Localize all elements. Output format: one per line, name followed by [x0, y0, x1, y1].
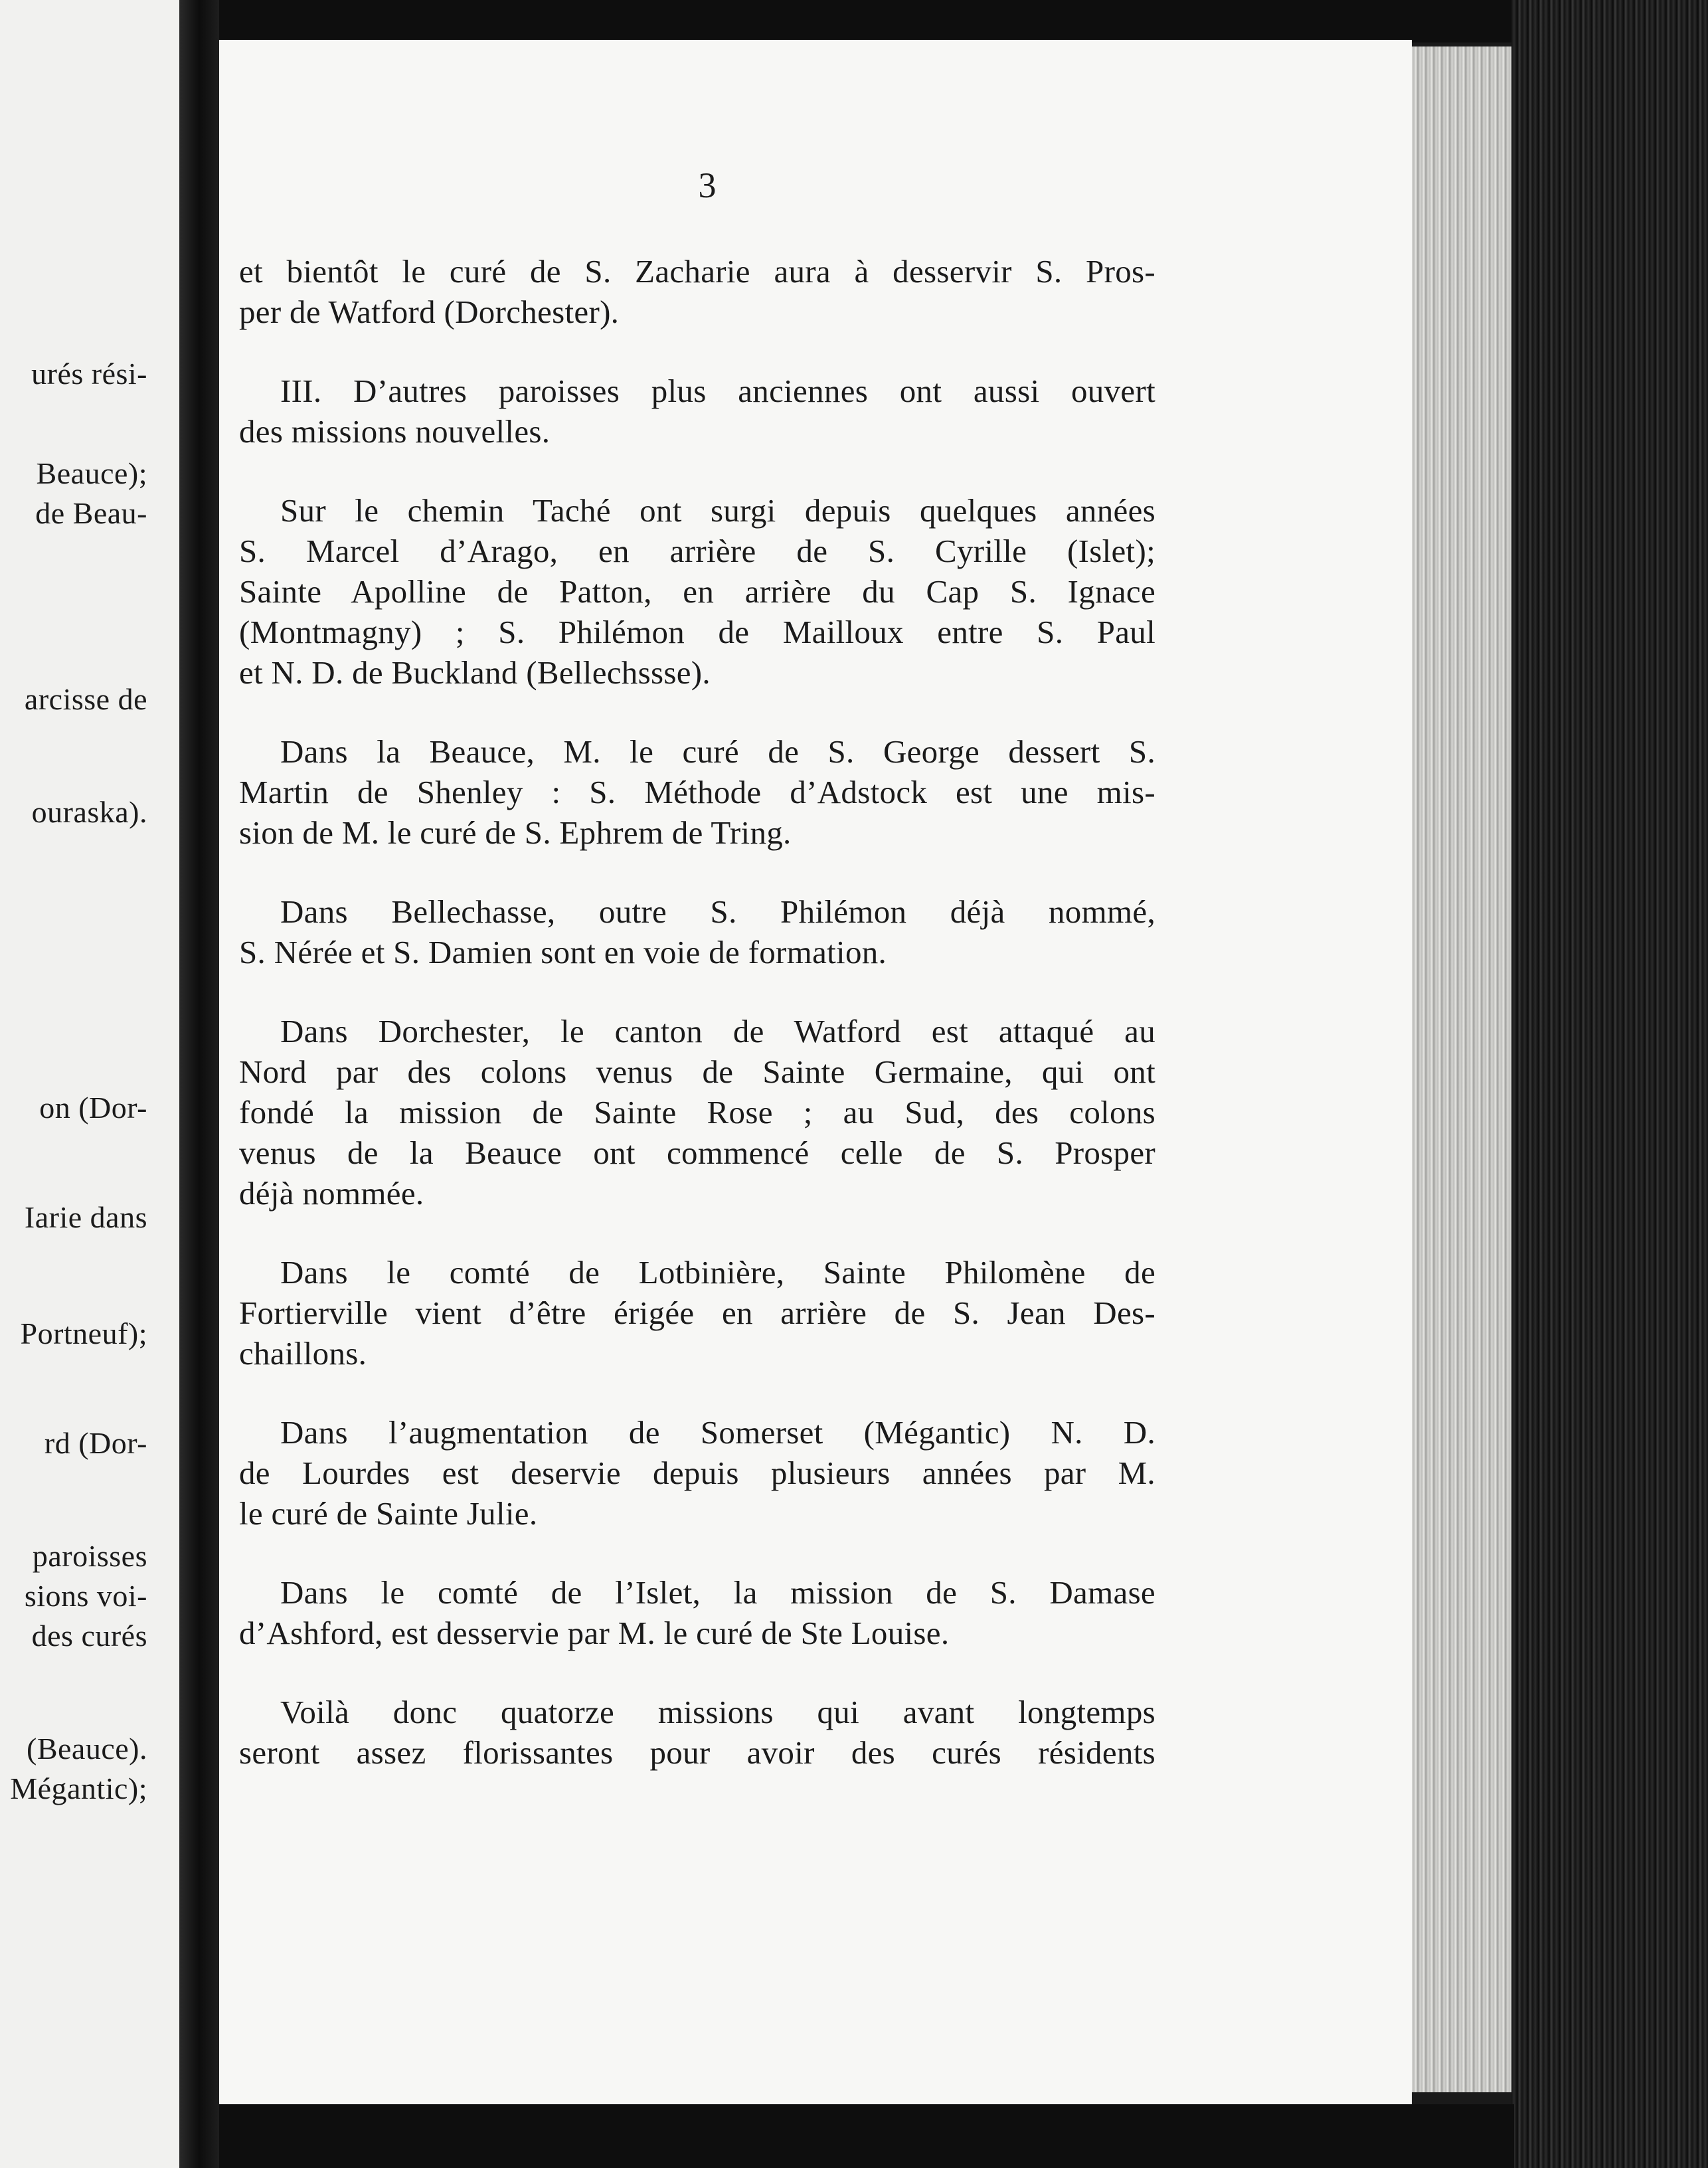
text-line: venus de la Beauce ont commencé celle de S. Prosper	[239, 1134, 1155, 1171]
paragraph	[239, 1572, 1155, 1653]
left-page-line: arcisse de	[24, 682, 147, 716]
left-page-line: sions voi-	[24, 1579, 147, 1613]
text-line: Dans Bellechasse, outre S. Philémon déjà nommé,	[280, 893, 1155, 930]
book-gutter	[179, 0, 219, 2168]
text-line: Dans l’augmentation de Somerset (Mégantic) N. D.	[280, 1414, 1155, 1451]
left-page-line: on (Dor-	[39, 1091, 147, 1125]
text-line: d’Ashford, est desservie par M. le curé de Ste Louise.	[239, 1615, 950, 1651]
text-line: seront assez florissantes pour avoir des curés résidents	[239, 1734, 1155, 1771]
page-body	[239, 251, 1155, 1811]
paragraph	[239, 891, 1155, 972]
left-page-text	[0, 0, 179, 2168]
text-line: Sur le chemin Taché ont surgi depuis quelques années	[280, 492, 1155, 529]
book-cover-edge	[1511, 0, 1708, 2168]
text-line: Sainte Apolline de Patton, en arrière du Cap S. Ignace	[239, 573, 1155, 610]
paragraph	[239, 251, 1155, 332]
paragraph	[239, 1692, 1155, 1773]
text-line: S. Nérée et S. Damien sont en voie de formation.	[239, 934, 887, 970]
text-line: des missions nouvelles.	[239, 413, 551, 450]
left-page-line: urés rési-	[31, 357, 147, 391]
text-line: sion de M. le curé de S. Ephrem de Tring.	[239, 814, 792, 851]
scan-top-border	[219, 0, 1514, 43]
text-line: Voilà donc quatorze missions qui avant longtemps	[280, 1694, 1155, 1730]
text-line: et bientôt le curé de S. Zacharie aura à desservir S. Pros-	[239, 253, 1155, 290]
left-page-line: (Beauce).	[27, 1732, 147, 1765]
paragraph	[239, 490, 1155, 693]
text-line: Dans le comté de Lotbinière, Sainte Philomène de	[280, 1254, 1155, 1291]
text-line: Dans Dorchester, le canton de Watford est attaqué au	[280, 1013, 1155, 1049]
text-line: déjà nommée.	[239, 1175, 424, 1212]
paragraph	[239, 371, 1155, 452]
left-page-line: de Beau-	[35, 496, 147, 530]
left-page-line: paroisses	[32, 1539, 147, 1573]
text-line: Dans la Beauce, M. le curé de S. George dessert S.	[280, 733, 1155, 770]
text-line: Fortierville vient d’être érigée en arrière de S. Jean Des-	[239, 1295, 1155, 1331]
text-line: III. D’autres paroisses plus anciennes ont aussi ouvert	[280, 373, 1155, 409]
paragraph	[239, 1412, 1155, 1534]
text-line: (Montmagny) ; S. Philémon de Mailloux entre S. Paul	[239, 614, 1155, 650]
text-line: Martin de Shenley : S. Méthode d’Adstock est une mis-	[239, 774, 1155, 810]
paragraph	[239, 731, 1155, 853]
left-page-line: Portneuf);	[20, 1316, 147, 1350]
text-line: Dans le comté de l’Islet, la mission de S. Damase	[280, 1574, 1155, 1611]
left-page-line: Iarie dans	[24, 1200, 147, 1234]
paragraph	[239, 1011, 1155, 1214]
text-line: et N. D. de Buckland (Bellechssse).	[239, 654, 711, 691]
left-page-line: rd (Dor-	[44, 1426, 147, 1460]
paragraph	[239, 1252, 1155, 1374]
page-edges	[1412, 46, 1511, 2092]
text-line: chaillons.	[239, 1335, 367, 1372]
scan-bottom-border	[219, 2104, 1514, 2168]
text-line: per de Watford (Dorchester).	[239, 294, 620, 330]
page-number: 3	[698, 165, 717, 205]
text-line: Nord par des colons venus de Sainte Germaine, qui ont	[239, 1053, 1155, 1090]
text-line: de Lourdes est deservie depuis plusieurs années par M.	[239, 1455, 1155, 1491]
text-line: S. Marcel d’Arago, en arrière de S. Cyrille (Islet);	[239, 533, 1155, 569]
left-page-line: des curés	[31, 1619, 147, 1653]
text-line: fondé la mission de Sainte Rose ; au Sud, des colons	[239, 1094, 1155, 1130]
text-line: le curé de Sainte Julie.	[239, 1495, 538, 1532]
left-page-line: ouraska).	[31, 795, 147, 829]
left-page-line: Mégantic);	[10, 1771, 147, 1805]
left-page-line: Beauce);	[36, 456, 147, 490]
